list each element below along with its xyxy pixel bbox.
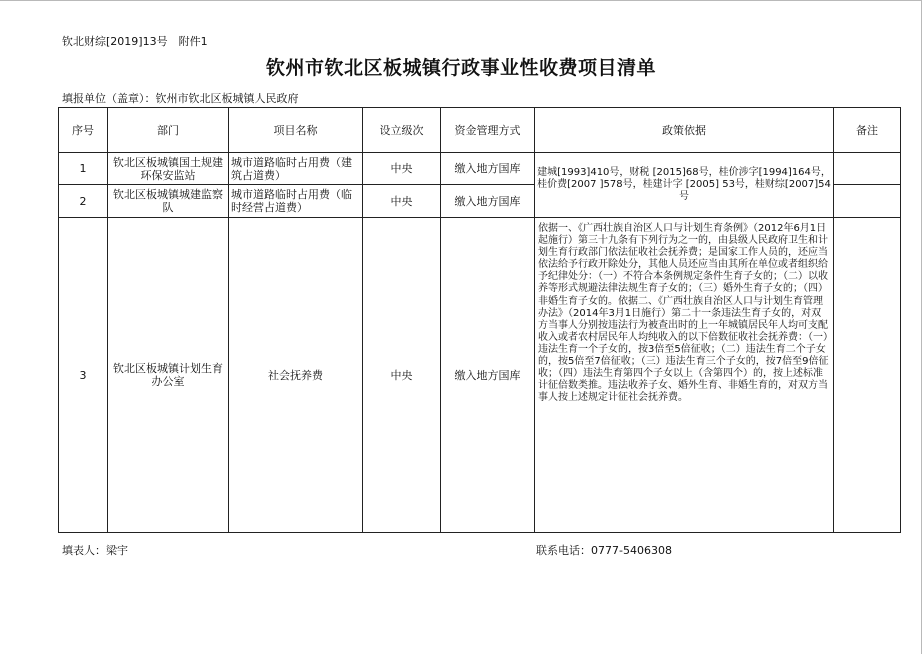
cell-basis-shared: 建城[1993]410号，财税 [2015]68号，桂价涉字[1994]164号，桂价费[2007 ]578号，桂建计字 [2005] 53号，桂财综[2007]54号 bbox=[535, 153, 834, 218]
table-row bbox=[59, 153, 901, 185]
reporting-unit-label: 填报单位（盖章）： bbox=[62, 92, 156, 105]
cell-dept: 钦北区板城镇计划生育办公室 bbox=[108, 218, 229, 533]
top-border-line bbox=[0, 0, 922, 1]
phone-number: 0777-5406308 bbox=[591, 544, 672, 557]
table-row bbox=[59, 218, 901, 533]
cell-no: 2 bbox=[59, 185, 108, 218]
cell-dept: 钦北区板城镇国土规建环保安监站 bbox=[108, 153, 229, 185]
fee-items-table bbox=[58, 107, 901, 533]
column-header-fund: 资金管理方式 bbox=[441, 108, 535, 153]
column-header-note: 备注 bbox=[834, 108, 901, 153]
column-header-level: 设立级次 bbox=[363, 108, 441, 153]
cell-dept: 钦北区板城镇城建监察队 bbox=[108, 185, 229, 218]
cell-note bbox=[834, 218, 901, 533]
filler-info bbox=[62, 542, 128, 558]
column-header-dept: 部门 bbox=[108, 108, 229, 153]
column-header-item: 项目名称 bbox=[229, 108, 363, 153]
cell-level: 中央 bbox=[363, 153, 441, 185]
table-header-row bbox=[59, 108, 901, 153]
cell-note bbox=[834, 185, 901, 218]
cell-fund: 缴入地方国库 bbox=[441, 185, 535, 218]
cell-level: 中央 bbox=[363, 185, 441, 218]
reporting-unit bbox=[62, 90, 299, 106]
cell-basis: 依据一、《广西壮族自治区人口与计划生育条例》（2012年6月1日起施行）第三十九条有下列行为之一的，由县级人民政府卫生和计划生育行政部门依法征收社会抚养费；是国家工作人员的，还应当依法给予行政开除处分，其他人员还应当由其所在单位或者组织给予纪律处分：（一）不符合本条例规定条件生育子女的；（二）以收养等形式规避法律法规生育子女的；（三）婚外生育子女的；（四）非婚生育子女的。依据二、《广西壮族自治区人口与计划生育管理办法》（2014年3月1日施行）第二十一条违法生育子女的，对双方当事人分别按违法行为被查出时的上一年城镇居民年人均可支配收入或者农村居民年人均纯收入的以下倍数征收社会抚养费：（一）违法生育一个子女的，按3倍至5倍征收；（二）违法生育二个子女的，按5倍至7倍征收；（三）违法生育三个子女的，按7倍至9倍征收；（四）违法生育第四个子女以上（含第四个）的，按上述标准计征倍数类推。违法收养子女、婚外生育、非婚生育的，对双方当事人按上述规定计征社会抚养费。 bbox=[535, 218, 834, 533]
cell-fund: 缴入地方国库 bbox=[441, 153, 535, 185]
cell-item: 社会抚养费 bbox=[229, 218, 363, 533]
reporting-unit-value: 钦州市钦北区板城镇人民政府 bbox=[155, 92, 299, 105]
cell-level: 中央 bbox=[363, 218, 441, 533]
filler-label: 填表人： bbox=[62, 544, 106, 557]
filler-name: 梁宇 bbox=[106, 544, 128, 557]
cell-item: 城市道路临时占用费（临时经营占道费） bbox=[229, 185, 363, 218]
column-header-no: 序号 bbox=[59, 108, 108, 153]
cell-note bbox=[834, 153, 901, 185]
cell-no: 1 bbox=[59, 153, 108, 185]
cell-fund: 缴入地方国库 bbox=[441, 218, 535, 533]
document-reference: 钦北财综[2019]13号 附件1 bbox=[62, 35, 208, 48]
contact-phone bbox=[536, 542, 672, 558]
page-title: 钦州市钦北区板城镇行政事业性收费项目清单 bbox=[265, 57, 656, 79]
column-header-basis: 政策依据 bbox=[535, 108, 834, 153]
cell-no: 3 bbox=[59, 218, 108, 533]
phone-label: 联系电话： bbox=[536, 544, 591, 557]
cell-item: 城市道路临时占用费（建筑占道费） bbox=[229, 153, 363, 185]
